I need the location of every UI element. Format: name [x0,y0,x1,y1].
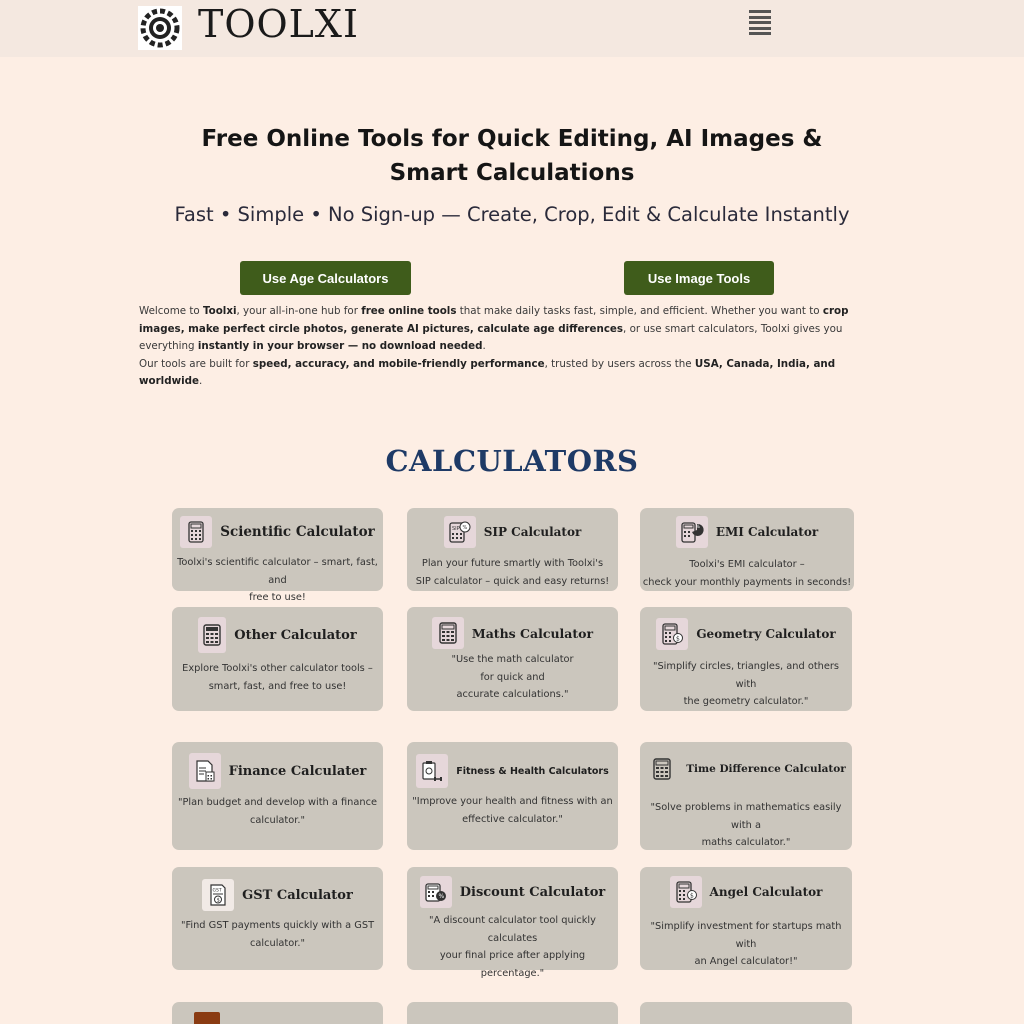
card-description: "Simplify investment for startups math with an Angel calculator!" [650,921,842,967]
card-description: "Find GST payments quickly with a GST calculator." [180,920,375,949]
intro-text-segment: , or use smart calculators, Toolxi gives you everything [139,322,843,352]
geometry-calculator-card[interactable] [640,607,852,711]
image-tools-button[interactable]: Use Image Tools [624,261,774,295]
emi-calculator-card[interactable] [640,508,854,591]
time-calculator-icon [646,753,678,785]
card-description: Toolxi's EMI calculator – check your monthly payments in seconds! [642,559,852,588]
svg-text:%: % [695,524,700,529]
svg-text:$: $ [216,897,220,904]
partial-card[interactable] [640,1002,852,1024]
card-description: "A discount calculator tool quickly calculates your final price after applying percentage." [429,915,596,979]
svg-text:$: $ [689,892,694,900]
other-calculator-icon [198,617,226,653]
scientific-calculator-icon [180,516,212,548]
partial-card[interactable] [172,1002,383,1024]
calculators-section-title: CALCULATORS [385,444,639,478]
sip-calculator-icon [444,516,476,548]
time-difference-calculator-card[interactable] [640,742,852,850]
intro-bold-segment: Toolxi [202,305,237,317]
card-description: "Improve your health and fitness with an effective calculator." [412,796,613,825]
intro-bold-segment: free online tools [361,305,457,317]
discount-calculator-icon [420,876,452,908]
card-title: Geometry Calculator [696,627,836,641]
card-title: Angel Calculator [709,885,823,899]
card-title: EMI Calculator [715,525,819,539]
maths-calculator-icon [432,617,464,649]
hamburger-menu-icon[interactable] [749,10,773,34]
card-description: Explore Toolxi's other calculator tools – smart, fast, and free to use! [182,663,373,692]
card-description: Toolxi's scientific calculator – smart, fast, and free to use! [177,557,378,603]
logo-text[interactable]: TOOLXI [198,2,359,46]
card-title: SIP Calculator [483,525,582,539]
angel-calculator-card[interactable] [640,867,852,970]
site-header [0,0,1024,57]
intro-bold-segment: USA, Canada, India, and worldwide [139,357,836,387]
card-description: "Plan budget and develop with a finance calculator." [178,797,377,826]
card-title: Discount Calculator [459,884,606,900]
gst-calculator-icon [202,879,234,911]
sip-calculator-card[interactable] [407,508,618,591]
intro-text-segment: Welcome to [139,305,203,317]
intro-text-segment: , trusted by users across the [544,357,695,370]
discount-calculator-card[interactable] [407,867,618,979]
card-description: "Use the math calculator for quick and accurate calculations." [451,654,574,700]
calculator-icon [194,1012,220,1024]
card-title: Time Difference Calculator [686,763,846,775]
card-title: Scientific Calculator [220,524,375,540]
card-description: Plan your future smartly with Toolxi's SIP calculator – quick and easy returns! [415,558,610,587]
card-title: Finance Calculater [228,763,367,779]
finance-calculator-card[interactable] [172,742,383,850]
maths-calculator-card[interactable] [407,607,618,711]
emi-calculator-icon [676,516,708,548]
svg-text:%: % [462,525,467,531]
svg-text:%: % [438,893,444,900]
intro-text [139,303,889,391]
intro-text-segment: Our tools are built for [139,357,253,370]
other-calculator-card[interactable] [172,607,383,711]
gear-logo-icon[interactable] [138,6,182,50]
card-description: "Solve problems in mathematics easily with a maths calculator." [650,802,842,848]
card-title: GST Calculator [242,887,353,903]
finance-calculator-icon [189,753,221,789]
hero-subtitle: Fast • Simple • No Sign-up — Create, Crop, Edit & Calculate Instantly [174,203,850,226]
card-title: Other Calculator [234,627,357,643]
card-description: "Simplify circles, triangles, and others with the geometry calculator." [652,661,840,707]
intro-text-segment: , your all-in-one hub for [236,305,362,317]
hero-title: Free Online Tools for Quick Editing, AI Images & Smart Calculations [201,126,823,186]
intro-bold-segment: speed, accuracy, and mobile-friendly performance [252,357,545,370]
age-calculators-button[interactable]: Use Age Calculators [240,261,411,295]
fitness-health-calculator-card[interactable] [407,742,618,850]
card-title: Maths Calculator [471,625,594,641]
partial-card[interactable] [407,1002,618,1024]
fitness-calculator-icon [416,754,448,788]
intro-bold-segment: instantly in your browser — no download needed [197,340,483,352]
geometry-calculator-icon [656,618,688,650]
intro-bold-segment: crop images, make perfect circle photos, generate AI pictures, calculate age differences [139,305,849,335]
card-title: Fitness & Health Calculators [456,765,609,777]
svg-text:SIP: SIP [451,526,460,532]
angel-calculator-icon [670,876,702,908]
intro-text-segment: . [198,375,203,387]
gst-calculator-card[interactable] [172,867,383,970]
svg-text:$: $ [676,635,681,643]
svg-text:GST: GST [212,888,222,894]
intro-text-segment: . [482,340,486,352]
intro-text-segment: that make daily tasks fast, simple, and efficient. Whether you want to [456,305,823,317]
scientific-calculator-card[interactable] [172,508,383,603]
